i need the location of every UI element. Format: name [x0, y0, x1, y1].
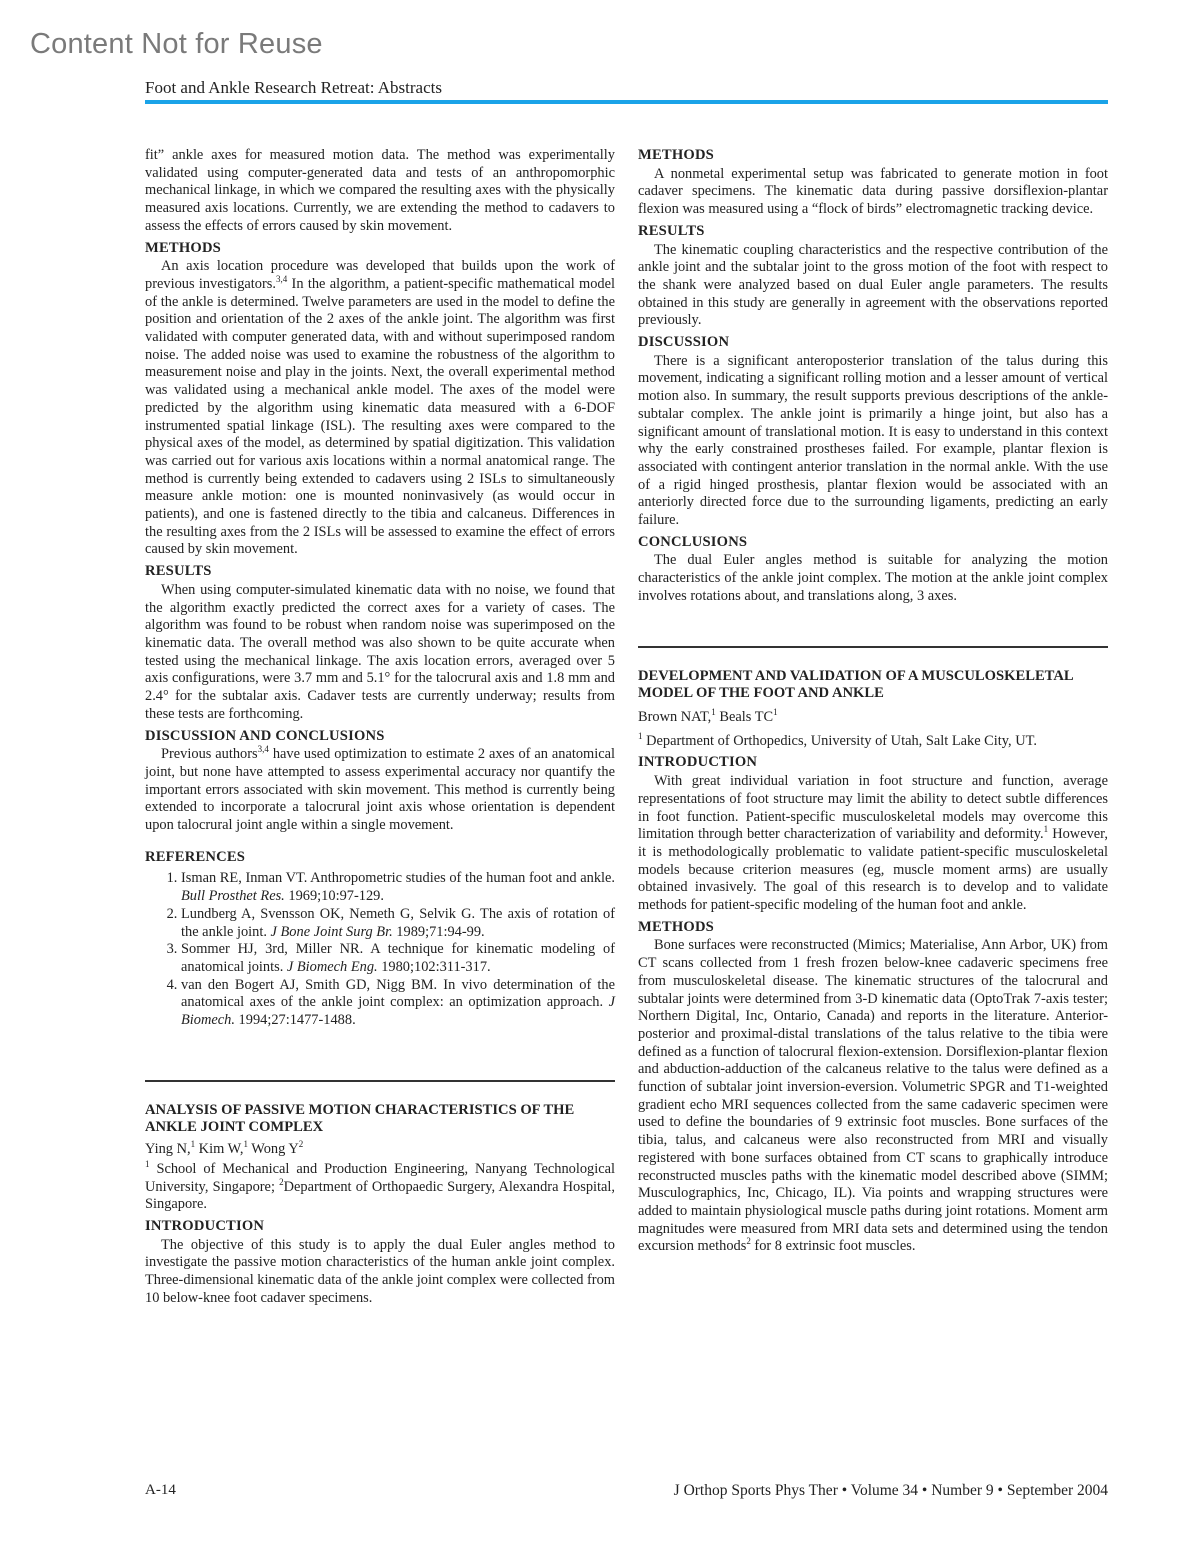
discussion-paragraph: Previous authors$^{3,4}$ have used optimization to estimate 2 axes of an anatomical joint, but none have attempted to assess experimental accuracy nor quantify the important errors associated with skin movement. This method is currently being extended to incorporate a talocrural joint axis whose orientation is dependent upon talocrural joint angle within a single movement.	[145, 744, 615, 834]
results-heading: RESULTS	[145, 563, 212, 580]
methods-heading: METHODS	[638, 147, 715, 163]
affiliation: $^1$ School of Mechanical and Production Engineering, Nanyang Technological University, Singapore; $^2$Department of Orthopaedic Surgery, Alexandra Hospital, Singapore.	[145, 1159, 615, 1213]
results-paragraph: When using computer-simulated kinematic data with no noise, we found that the algorithm exactly predicted the correct axes for a variety of cases. The algorithm was found to be robust when random noise was superimposed on the kinematic data. The overall method was also shown to be quite accurate when tested using the mechanical linkage. The axis location errors, averaged over 5 axis configurations, were 3.7 mm and 5.1° for the talocrural axis and 1.8 mm and 2.4° for the subtalar axis. Cadaver tests are currently underway; results from these tests are forthcoming.	[145, 581, 615, 722]
reference-item: 1. Isman RE, Inman VT. Anthropometric studies of the human foot and ankle. Bull Prosthet Res. 1969;10:97-129.	[181, 870, 615, 905]
references-list	[145, 870, 615, 1029]
abstract-title: DEVELOPMENT AND VALIDATION OF A MUSCULOSKELETAL MODEL OF THE FOOT AND ANKLE	[638, 667, 1073, 702]
abstract-divider	[638, 646, 1108, 648]
results-paragraph: The kinematic coupling characteristics and the respective contribution of the ankle joint and the subtalar joint to the gross motion of the foot with respect to the shank were analyzed based on dual Euler angle parameters. The results obtained in this study are generally in agreement with the observations reported previously.	[638, 241, 1108, 329]
introduction-paragraph: The objective of this study is to apply the dual Euler angles method to investigate the passive motion characteristics of the human ankle joint complex. Three-dimensional kinematic data of the ankle joint complex were collected from 10 below-knee foot cadaver specimens.	[145, 1236, 615, 1306]
page-number: A-14	[145, 1482, 176, 1498]
left-column	[145, 147, 615, 1307]
introduction-heading: INTRODUCTION	[638, 754, 758, 771]
methods-paragraph: Bone surfaces were reconstructed (Mimics; Materialise, Ann Arbor, UK) from CT scans collected from 1 fresh frozen below-knee cadaveric specimens free from musculoskeletal disease. The kinematic structures of the talocrural and subtalar joints were determined from 3-D kinematic data (OptoTrak 7-axis tester; Northern Digital, Inc, Ontario, Canada) and reports in the literature. Anterior-posterior and proximal-distal translations of the talus relative to the tibia were defined as a function of talocrural flexion-extension. Dorsiflexion-plantar flexion and abduction-adduction of the calcaneus relative to the talus were defined as a function of subtalar joint inversion-eversion. Volumetric SPGR and T1-weighted gradient echo MRI sequences collected from the same cadaveric specimen were used to define the boundaries of 9 extrinsic foot muscles. Bone surfaces of the tibia, talus, and calcaneus were also reconstructed from MRI and visually registered with bone surfaces obtained from CT scans to graphically introduce reconstructed muscles paths with the kinematic model described above (SIMM; Musculographics, Inc, Chicago, IL). Via points and wrapping structures were added to maintain physiological muscle paths during joint rotations. Moment arm magnitudes were measured from MRI data sets and determined using the tendon excursion methods$^2$ for 8 extrinsic foot muscles.	[638, 937, 1108, 1255]
results-heading: RESULTS	[638, 222, 705, 239]
discussion-heading: DISCUSSION	[638, 334, 730, 351]
right-column	[638, 147, 1108, 1256]
discussion-heading: DISCUSSION AND CONCLUSIONS	[145, 727, 385, 744]
methods-paragraph: A nonmetal experimental setup was fabricated to generate motion in foot cadaver specimens. The kinematic data during passive dorsiflexion-plantar flexion was measured using a “flock of birds” electromagnetic tracking device.	[638, 165, 1108, 218]
methods-heading: METHODS	[145, 239, 222, 256]
abstract-title: ANALYSIS OF PASSIVE MOTION CHARACTERISTICS OF THE ANKLE JOINT COMPLEX	[145, 1101, 575, 1136]
reference-item: 4. van den Bogert AJ, Smith GD, Nigg BM. In vivo determination of the anatomical axes of the ankle joint complex: an optimization approach. J Biomech. 1994;27:1477-1488.	[181, 977, 615, 1030]
conclusions-paragraph: The dual Euler angles method is suitable for analyzing the motion characteristics of the ankle joint complex. The motion at the ankle joint complex involves rotations about, and translations along, 3 axes.	[638, 552, 1108, 604]
author-list: Ying N,$^1$ Kim W,$^1$ Wong $Y^2$	[145, 1139, 304, 1158]
watermark: Content Not for Reuse	[30, 28, 323, 60]
introduction-paragraph: With great individual variation in foot structure and function, average representations of foot structure may limit the ability to detect subtle differences in foot function. Patient-specific musculoskeletal models may overcome this limitation through better characterization of variability and deformity.$^1$ However, it is methodologically problematic to validate patient-specific musculoskeletal models because criterion measures (eg, muscle moment arms) are usually obtained invasively. The goal of this research is to develop and to validate methods for patient-specific modeling of the human foot and ankle.	[638, 773, 1108, 914]
author-list: Brown NAT,$^1$ Beals $TC^1$	[638, 707, 778, 725]
running-head: Foot and Ankle Research Retreat: Abstracts	[145, 78, 442, 97]
reference-item: 2. Lundberg A, Svensson OK, Nemeth G, Selvik G. The axis of rotation of the ankle joint. J Bone Joint Surg Br. 1989;71:94-99.	[181, 906, 615, 941]
abstract-divider	[145, 1080, 615, 1082]
journal-citation: J Orthop Sports Phys Ther • Volume 34 • Number 9 • September 2004	[673, 1482, 1108, 1499]
header-rule	[145, 100, 1108, 104]
methods-heading: METHODS	[638, 918, 715, 935]
conclusions-heading: CONCLUSIONS	[638, 533, 748, 550]
references-heading: REFERENCES	[145, 848, 246, 865]
introduction-heading: INTRODUCTION	[145, 1217, 265, 1234]
intro-continuation: fit” ankle axes for measured motion data. The method was experimentally validated using computer-generated data and tests of an anthropomorphic mechanical linkage, in which we compared the resulting axes with the physically measured axis locations. Currently, we are extending the method to cadavers to assess the effects of errors caused by skin movement.	[145, 147, 615, 234]
methods-paragraph: An axis location procedure was developed that builds upon the work of previous investigators.$^{3,4}$ In the algorithm, a patient-specific mathematical model of the ankle is determined. Twelve parameters are used in the model to define the position and orientation of the 2 axes of the ankle joint. The algorithm was first validated with computer generated data, with and without superimposed random noise. The added noise was used to examine the robustness of the algorithm to measurement noise and play in the joints. Next, the overall experimental method was validated using a mechanical ankle model. The axes of the model were predicted by the algorithm using kinematic data measured with a 6-DOF instrumented spatial linkage (ISL). The resulting axes were compared to the physical axes of the model, as determined by spatial digitization. This validation was carried out for various axis locations within a normal anatomical range. The method is currently being extended to cadavers using 2 ISLs to simultaneously measure ankle motion: one is mounted noninvasively (as would occur in patients), and one is fastened directly to the tibia and calcaneus. Differences in the resulting axes from the 2 ISLs will be assessed to examine the effect of errors caused by skin movement.	[145, 258, 615, 558]
discussion-paragraph: There is a significant anteroposterior translation of the talus during this movement, indicating a significant rolling motion and a lesser amount of vertical motion also. In summary, the result supports previous descriptions of the ankle-subtalar complex. The ankle joint is primarily a hinge joint, but also has a significant amount of translational motion. It is easy to understand in this context why the early constrained prostheses failed. For example, plantar flexion is associated with contingent anterior translation in the normal ankle. With the use of a rigid hinged prosthesis, plantar flexion would be associated with an anteriorly directed force due to the surrounding ligaments, predicting an early failure.	[638, 352, 1108, 529]
affiliation: $^1$ Department of Orthopedics, University of Utah, Salt Lake City, UT.	[638, 730, 1037, 749]
reference-item: 3. Sommer HJ, 3rd, Miller NR. A technique for kinematic modeling of anatomical joints. J Biomech Eng. 1980;102:311-317.	[181, 941, 615, 976]
